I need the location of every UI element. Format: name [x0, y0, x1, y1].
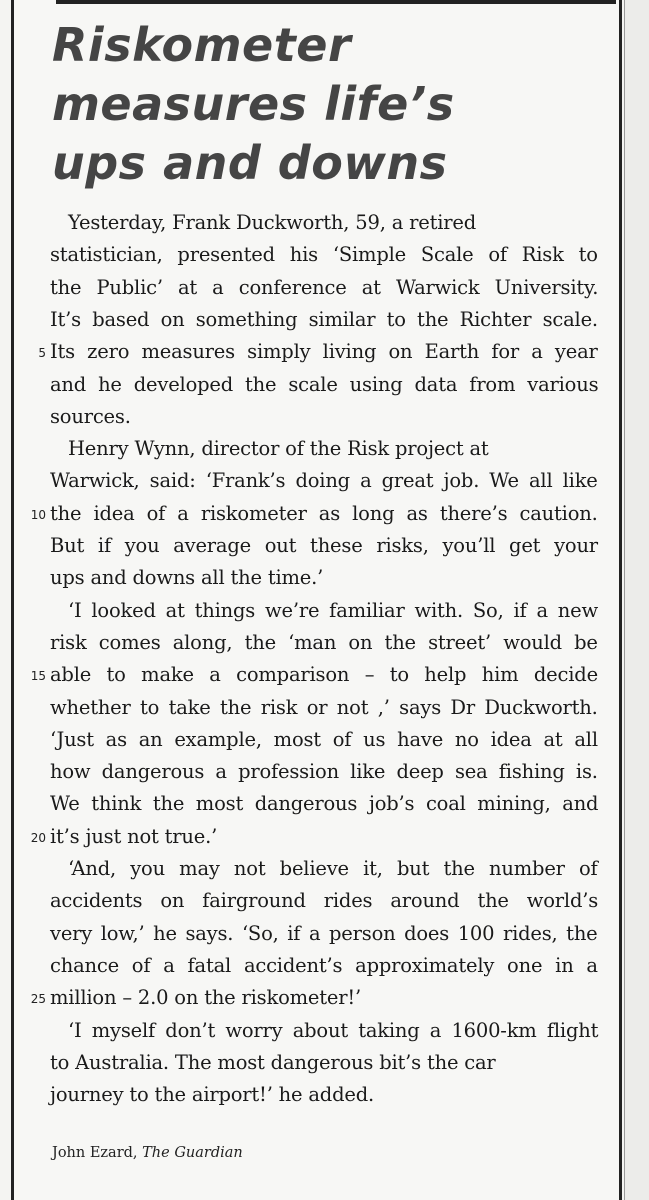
article-line: We think the most dangerous job’s coal mining, and [50, 792, 599, 816]
article-line: and he developed the scale using data from various [50, 372, 599, 396]
article-line: ‘And, you may not believe it, but the number of [68, 857, 598, 880]
article-line: ‘I myself don’t worry about taking a 1600-km flight [68, 1018, 599, 1042]
credit [52, 1145, 243, 1161]
article-line: ‘I looked at things we’re familiar with. So, if a new [68, 598, 598, 622]
article-line: to Australia. The most dangerous bit’s the car [50, 1050, 496, 1074]
article-line: Yesterday, Frank Duckworth, 59, a retired [68, 211, 476, 234]
article-line: journey to the airport!’ he added. [50, 1083, 374, 1107]
article-line: statistician, presented his ‘Simple Scale of Risk to [50, 243, 598, 267]
article-line: Henry Wynn, director of the Risk project at [68, 437, 489, 461]
article-line: Its zero measures simply living on Earth for a year [50, 340, 598, 364]
headline [52, 16, 612, 193]
article-line: accidents on fairground rides around the world’s [50, 889, 599, 913]
line-number: 5 [38, 346, 46, 361]
article-line: sources. [50, 404, 131, 428]
article-line: But if you average out these risks, you’ll get your [50, 534, 598, 557]
article-line: it’s just not true.’ [50, 824, 218, 848]
page-edge [624, 0, 649, 1200]
article-line: risk comes along, the ‘man on the street’ would be [50, 630, 598, 654]
headline-line: Riskometer [52, 18, 352, 72]
line-number: 15 [30, 669, 46, 684]
article-line: how dangerous a profession like deep sea fishing is. [50, 760, 598, 784]
article-line: the idea of a riskometer as long as there’s caution. [50, 501, 598, 525]
headline-line: measures life’s [52, 77, 455, 131]
credit-author: John Ezard, [52, 1145, 138, 1161]
article-line: chance of a fatal accident’s approximately one in a [50, 953, 598, 977]
line-number: 20 [30, 830, 46, 845]
article-line: It’s based on something similar to the Richter scale. [50, 307, 598, 331]
article-line: Warwick, said: ‘Frank’s doing a great job. We all like [50, 469, 598, 493]
article-line: ‘Just as an example, most of us have no idea at all [50, 727, 598, 751]
article-line: ups and downs all the time.’ [50, 566, 324, 590]
line-number: 10 [30, 507, 46, 522]
credit-source: The Guardian [142, 1145, 243, 1161]
article-line: the Public’ at a conference at Warwick University. [50, 275, 599, 299]
top-rule [56, 0, 616, 4]
article-line: million – 2.0 on the riskometer!’ [50, 986, 362, 1010]
article-line: able to make a comparison – to help him decide [50, 663, 598, 687]
article-line: whether to take the risk or not ,’ says Dr Duckworth. [50, 695, 598, 719]
line-number: 25 [30, 992, 46, 1007]
headline-line: ups and downs [52, 136, 448, 190]
article-line: very low,’ he says. ‘So, if a person does 100 rides, the [50, 921, 598, 945]
